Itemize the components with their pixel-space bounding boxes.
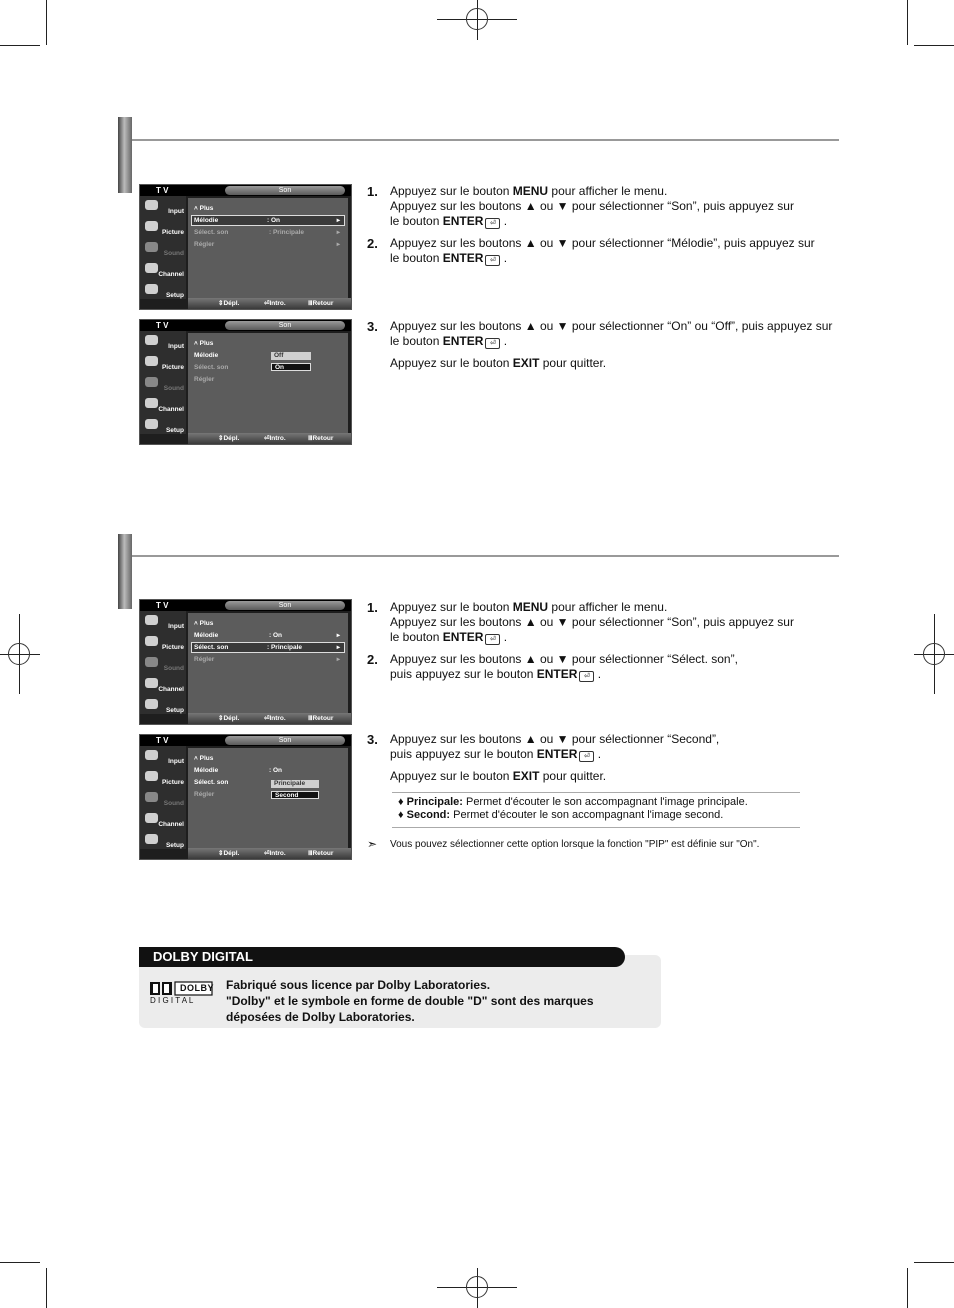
arrow-right-icon: ▸ bbox=[336, 241, 340, 248]
tv-sidebar bbox=[140, 196, 186, 299]
option-second[interactable]: Second bbox=[271, 791, 319, 799]
menu-row-select-son[interactable]: Sélect. son : Principale ▸ bbox=[191, 642, 345, 653]
return-hint: ⅢRetour bbox=[308, 435, 334, 442]
step-number: 2. bbox=[367, 236, 378, 251]
section-marker bbox=[118, 117, 132, 193]
arrow-right-icon: ▸ bbox=[336, 229, 340, 236]
sidebar-item-input[interactable]: Input bbox=[142, 198, 186, 217]
registration-mark bbox=[466, 1276, 488, 1298]
tv-sidebar bbox=[140, 611, 186, 714]
enter-icon: ⏎ bbox=[579, 671, 594, 682]
setup-icon bbox=[145, 419, 158, 429]
tv-label: T V bbox=[156, 186, 169, 195]
menu-row-plus[interactable]: ˄ Plus bbox=[194, 340, 214, 347]
option-principale[interactable]: Principale bbox=[271, 780, 319, 788]
section-marker bbox=[118, 534, 132, 609]
menu-content bbox=[188, 748, 348, 848]
crop-mark bbox=[46, 0, 47, 45]
section-rule bbox=[132, 555, 839, 557]
dolby-word: DOLBY bbox=[180, 983, 214, 993]
registration-mark bbox=[8, 643, 30, 665]
sidebar-item-sound[interactable]: Sound bbox=[142, 655, 186, 674]
input-icon bbox=[145, 750, 158, 760]
step-line: le bouton ENTER ⏎ . bbox=[390, 334, 508, 348]
channel-icon bbox=[145, 678, 158, 688]
picture-icon bbox=[145, 636, 158, 646]
picture-icon bbox=[145, 771, 158, 781]
menu-row-melodie[interactable]: Mélodie : On bbox=[194, 767, 282, 774]
channel-icon bbox=[145, 263, 158, 273]
tv-menu-screen bbox=[139, 599, 352, 725]
option-description: ♦ Second: Permet d'écouter le son accompagnant l'image second. bbox=[398, 809, 724, 821]
enter-hint: ⏎Intro. bbox=[264, 300, 286, 307]
menu-tab[interactable]: Son bbox=[225, 601, 345, 610]
enter-icon: ⏎ bbox=[579, 751, 594, 762]
menu-content bbox=[188, 613, 348, 713]
enter-hint: ⏎Intro. bbox=[264, 435, 286, 442]
tv-menu-screen bbox=[139, 184, 352, 310]
input-icon bbox=[145, 615, 158, 625]
step-line: Appuyez sur le bouton MENU pour afficher le menu. bbox=[390, 600, 668, 614]
step-line: le bouton ENTER ⏎ . bbox=[390, 630, 508, 644]
sound-icon bbox=[145, 242, 158, 252]
sidebar-item-picture[interactable]: Picture bbox=[142, 634, 186, 653]
dolby-license-text: Fabriqué sous licence par Dolby Laboratories. "Dolby" et le symbole en forme de double "D" sont des marques déposées de Dolby Laboratories. bbox=[226, 978, 594, 1024]
setup-icon bbox=[145, 834, 158, 844]
step-line: Appuyez sur les boutons ▲ ou ▼ pour sélectionner “Son”, puis appuyez sur bbox=[390, 199, 794, 213]
dolby-sub: D I G I T A L bbox=[150, 996, 194, 1005]
option-off[interactable]: Off bbox=[271, 352, 311, 360]
chevron-up-icon: ˄ bbox=[194, 340, 200, 347]
sidebar-item-sound[interactable]: Sound bbox=[142, 375, 186, 394]
channel-icon bbox=[145, 398, 158, 408]
sidebar-item-setup[interactable]: Setup bbox=[142, 832, 186, 851]
menu-tab[interactable]: Son bbox=[225, 321, 345, 330]
move-hint: ⇕Dépl. bbox=[218, 850, 240, 857]
enter-icon: ⏎ bbox=[485, 255, 500, 266]
sidebar-item-sound[interactable]: Sound bbox=[142, 790, 186, 809]
sidebar-item-picture[interactable]: Picture bbox=[142, 219, 186, 238]
crop-mark bbox=[907, 0, 908, 45]
step-line: Appuyez sur les boutons ▲ ou ▼ pour sélectionner “On” ou “Off”, puis appuyez sur bbox=[390, 319, 833, 333]
sidebar-item-setup[interactable]: Setup bbox=[142, 282, 186, 301]
step-line: puis appuyez sur le bouton ENTER ⏎ . bbox=[390, 667, 602, 681]
chevron-up-icon: ˄ bbox=[194, 620, 200, 627]
tv-menu-screen bbox=[139, 319, 352, 445]
sound-icon bbox=[145, 792, 158, 802]
menu-tab[interactable]: Son bbox=[225, 186, 345, 195]
arrow-right-icon: ▸ bbox=[336, 217, 340, 224]
sidebar-item-picture[interactable]: Picture bbox=[142, 769, 186, 788]
setup-icon bbox=[145, 284, 158, 294]
input-icon bbox=[145, 200, 158, 210]
step-line: Appuyez sur les boutons ▲ ou ▼ pour sélectionner “Son”, puis appuyez sur bbox=[390, 615, 794, 629]
menu-row-select-son[interactable]: Sélect. son : Principale ▸ bbox=[194, 229, 340, 236]
sidebar-item-channel[interactable]: Channel bbox=[142, 676, 186, 695]
option-on[interactable]: On bbox=[271, 363, 311, 371]
step-line: Appuyez sur le bouton MENU pour afficher le menu. bbox=[390, 184, 668, 198]
move-hint: ⇕Dépl. bbox=[218, 300, 240, 307]
menu-row-melodie[interactable]: Mélodie bbox=[194, 352, 219, 359]
menu-footer bbox=[188, 713, 351, 724]
tv-label: T V bbox=[156, 321, 169, 330]
registration-mark bbox=[466, 8, 488, 30]
menu-row-plus[interactable]: ˄ Plus bbox=[194, 755, 214, 762]
step-number: 1. bbox=[367, 600, 378, 615]
move-hint: ⇕Dépl. bbox=[218, 715, 240, 722]
enter-icon: ⏎ bbox=[485, 338, 500, 349]
menu-content bbox=[188, 333, 348, 433]
menu-content bbox=[188, 198, 348, 298]
exit-instruction: Appuyez sur le bouton EXIT pour quitter. bbox=[390, 769, 607, 783]
enter-hint: ⏎Intro. bbox=[264, 850, 286, 857]
sidebar-item-setup[interactable]: Setup bbox=[142, 697, 186, 716]
step-line: Appuyez sur les boutons ▲ ou ▼ pour sélectionner “Second”, bbox=[390, 732, 720, 746]
step-number: 2. bbox=[367, 652, 378, 667]
move-hint: ⇕Dépl. bbox=[218, 435, 240, 442]
sound-icon bbox=[145, 377, 158, 387]
sidebar-item-input[interactable]: Input bbox=[142, 748, 186, 767]
tv-sidebar bbox=[140, 331, 186, 434]
step-number: 3. bbox=[367, 319, 378, 334]
tv-menu-screen bbox=[139, 734, 352, 860]
pip-note: Vous pouvez sélectionner cette option lorsque la fonction "PIP" est définie sur "On". bbox=[390, 839, 760, 850]
step-line: le bouton ENTER ⏎ . bbox=[390, 214, 508, 228]
setup-icon bbox=[145, 699, 158, 709]
sidebar-item-input[interactable]: Input bbox=[142, 333, 186, 352]
chevron-up-icon: ˄ bbox=[194, 755, 200, 762]
section-rule bbox=[132, 139, 839, 141]
menu-row-regler[interactable]: Régler bbox=[194, 376, 215, 383]
step-number: 3. bbox=[367, 732, 378, 747]
crop-mark bbox=[46, 1268, 47, 1308]
registration-mark bbox=[923, 643, 945, 665]
chevron-up-icon: ˄ bbox=[194, 205, 200, 212]
sidebar-item-setup[interactable]: Setup bbox=[142, 417, 186, 436]
step-line: puis appuyez sur le bouton ENTER ⏎ . bbox=[390, 747, 602, 761]
picture-icon bbox=[145, 221, 158, 231]
step-line: Appuyez sur les boutons ▲ ou ▼ pour sélectionner “Sélect. son”, bbox=[390, 652, 738, 666]
tv-sidebar bbox=[140, 746, 186, 849]
menu-row-regler[interactable]: Régler bbox=[194, 791, 215, 798]
arrow-right-icon: ▸ bbox=[336, 632, 340, 639]
crop-mark bbox=[914, 45, 954, 46]
channel-icon bbox=[145, 813, 158, 823]
menu-tab[interactable]: Son bbox=[225, 736, 345, 745]
menu-footer bbox=[188, 848, 351, 859]
tv-label: T V bbox=[156, 601, 169, 610]
options-box bbox=[392, 792, 800, 828]
crop-mark bbox=[914, 1262, 954, 1263]
tv-label: T V bbox=[156, 736, 169, 745]
menu-row-regler[interactable]: Régler ▸ bbox=[194, 656, 340, 663]
sidebar-item-sound[interactable]: Sound bbox=[142, 240, 186, 259]
exit-instruction: Appuyez sur le bouton EXIT pour quitter. bbox=[390, 356, 607, 370]
menu-row-plus[interactable]: ˄ Plus bbox=[194, 620, 214, 627]
menu-row-melodie[interactable]: Mélodie : On ▸ bbox=[191, 215, 345, 226]
arrow-right-icon: ▸ bbox=[336, 644, 340, 651]
step-number: 1. bbox=[367, 184, 378, 199]
return-hint: ⅢRetour bbox=[308, 850, 334, 857]
sidebar-item-channel[interactable]: Channel bbox=[142, 396, 186, 415]
menu-row-plus[interactable]: ˄ Plus bbox=[194, 205, 214, 212]
sidebar-item-channel[interactable]: Channel bbox=[142, 261, 186, 280]
step-line: le bouton ENTER ⏎ . bbox=[390, 251, 508, 265]
dolby-header: DOLBY DIGITAL bbox=[139, 947, 625, 967]
input-icon bbox=[145, 335, 158, 345]
return-hint: ⅢRetour bbox=[308, 300, 334, 307]
step-line: Appuyez sur les boutons ▲ ou ▼ pour sélectionner “Mélodie”, puis appuyez sur bbox=[390, 236, 815, 250]
menu-row-select-son[interactable]: Sélect. son bbox=[194, 364, 229, 371]
menu-row-select-son[interactable]: Sélect. son bbox=[194, 779, 229, 786]
crop-mark bbox=[0, 1262, 40, 1263]
return-hint: ⅢRetour bbox=[308, 715, 334, 722]
crop-mark bbox=[0, 45, 40, 46]
enter-hint: ⏎Intro. bbox=[264, 715, 286, 722]
menu-row-regler[interactable]: Régler ▸ bbox=[194, 241, 340, 248]
menu-row-melodie[interactable]: Mélodie : On ▸ bbox=[194, 632, 340, 639]
enter-icon: ⏎ bbox=[485, 634, 500, 645]
menu-footer bbox=[188, 298, 351, 309]
sidebar-item-channel[interactable]: Channel bbox=[142, 811, 186, 830]
picture-icon bbox=[145, 356, 158, 366]
arrow-right-icon: ▸ bbox=[336, 656, 340, 663]
menu-footer bbox=[188, 433, 351, 444]
enter-icon: ⏎ bbox=[485, 218, 500, 229]
sound-icon bbox=[145, 657, 158, 667]
note-icon: ➣ bbox=[367, 837, 378, 851]
dolby-logo bbox=[150, 981, 214, 1009]
crop-mark bbox=[907, 1268, 908, 1308]
sidebar-item-input[interactable]: Input bbox=[142, 613, 186, 632]
option-description: ♦ Principale: Permet d'écouter le son accompagnant l'image principale. bbox=[398, 796, 748, 808]
sidebar-item-picture[interactable]: Picture bbox=[142, 354, 186, 373]
